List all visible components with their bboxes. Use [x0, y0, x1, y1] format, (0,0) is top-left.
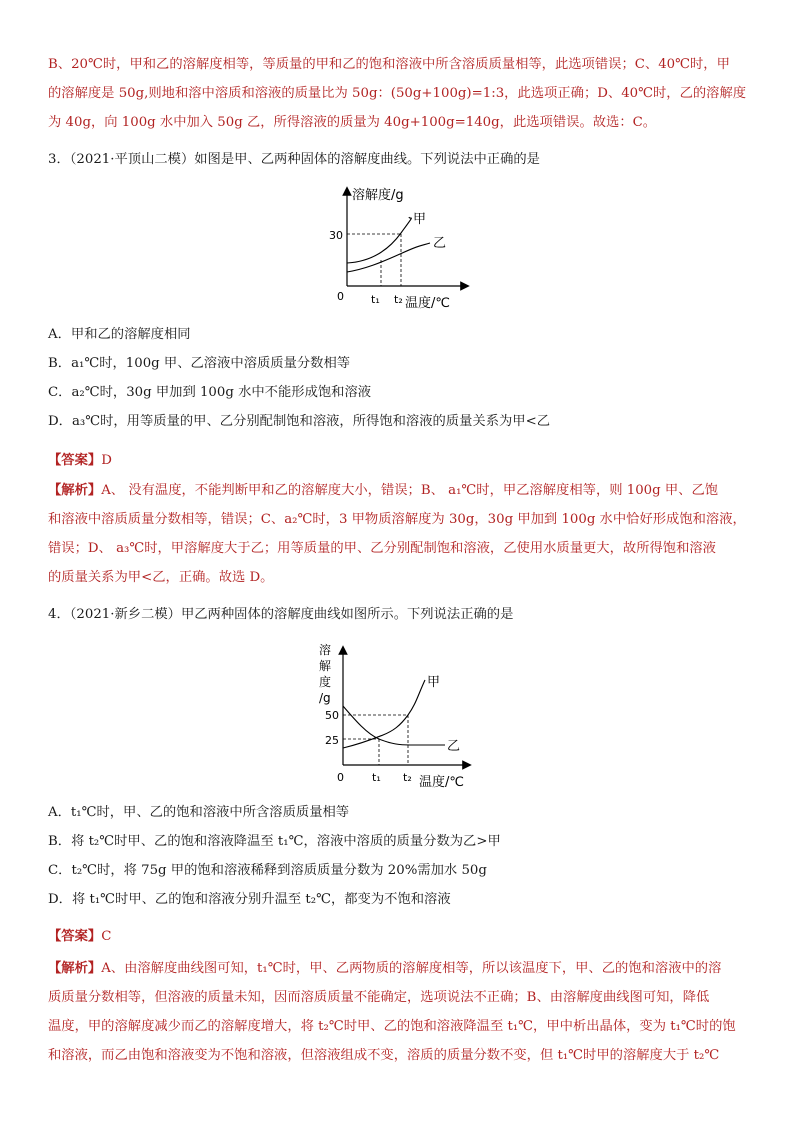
- answer-tag: 【答案】: [48, 929, 102, 944]
- option-d: D．将 t₁℃时甲、乙的饱和溶液分别升温至 t₂℃，都变为不饱和溶液: [48, 892, 451, 907]
- y-axis-label: 溶解度/g: [352, 188, 404, 203]
- question-3-analysis: [48, 476, 748, 592]
- answer-value: C: [101, 929, 112, 944]
- curve-jia: [343, 680, 425, 748]
- series-yi-label: 乙: [433, 236, 447, 251]
- q3-solubility-graph: [325, 183, 475, 313]
- text-line: 的质量关系为甲<乙，正确。故选 D。: [48, 570, 274, 585]
- analysis-tag: 【解析】: [48, 483, 102, 498]
- y-tick-25: 25: [325, 734, 339, 747]
- text-line: 【解析】A、 没有温度，不能判断甲和乙的溶解度大小，错误；B、 a₁℃时，甲乙溶解度相等，则 100g 甲、乙饱: [48, 483, 719, 498]
- series-jia-label: 甲: [427, 675, 441, 690]
- question-3-stem: 3．（2021·平顶山二模）如图是甲、乙两种固体的溶解度曲线。下列说法中正确的是: [48, 152, 540, 167]
- text-line: B、20℃时，甲和乙的溶解度相等，等质量的甲和乙的饱和溶液中所含溶质质量相等，此选项错误；C、40℃时，甲: [48, 57, 730, 72]
- question-4-answer: [48, 922, 748, 951]
- answer-tag: 【答案】: [48, 453, 102, 468]
- x-tick-t2: t₂: [394, 293, 403, 306]
- text-line: 【解析】A、由溶解度曲线图可知，t₁℃时，甲、乙两物质的溶解度相等，所以该温度下，甲、乙的饱和溶液中的溶: [48, 961, 722, 976]
- text-line: 质质量分数相等，但溶液的质量未知，因而溶质质量不能确定，选项说法不正确；B、由溶解度曲线图可知，降低: [48, 990, 710, 1005]
- series-yi-label: 乙: [447, 739, 461, 754]
- option-b: B．将 t₂℃时甲、乙的饱和溶液降温至 t₁℃，溶液中溶质的质量分数为乙>甲: [48, 834, 501, 849]
- y-tick-30: 30: [329, 229, 343, 242]
- origin-label: 0: [337, 771, 344, 784]
- x-tick-t2: t₂: [403, 771, 412, 784]
- question-4-analysis: [48, 954, 748, 1070]
- text-line: 和溶液，而乙由饱和溶液变为不饱和溶液，但溶液组成不变，溶质的质量分数不变，但 t₁℃时甲的溶解度大于 t₂℃: [48, 1048, 720, 1063]
- series-jia-label: 甲: [413, 212, 427, 227]
- option-a: A．甲和乙的溶解度相同: [48, 327, 191, 342]
- text-line: 和溶液中溶质质量分数相等，错误；C、a₂℃时，3 甲物质溶解度为 30g，30g 甲加到 100g 水中恰好形成饱和溶液，: [48, 512, 746, 527]
- text-line: 的溶解度是 50g,则地和溶中溶质和溶液的质量比为 50g：(50g+100g)=1:3，此选项正确；D、40℃时，乙的溶解度: [48, 86, 747, 101]
- option-c: C．t₂℃时，将 75g 甲的饱和溶液稀释到溶质质量分数为 20%需加水 50g: [48, 863, 487, 878]
- x-axis-label: 温度/℃: [405, 296, 450, 311]
- text-line: 温度，甲的溶解度减少而乙的溶解度增大，将 t₂℃时甲、乙的饱和溶液降温至 t₁℃，甲中析出晶体，变为 t₁℃时的饱: [48, 1019, 736, 1034]
- x-axis-label: 温度/℃: [419, 775, 464, 790]
- option-b: B．a₁℃时，100g 甲、乙溶液中溶质质量分数相等: [48, 356, 351, 371]
- y-label-1: 溶: [319, 643, 332, 657]
- y-tick-50: 50: [325, 709, 339, 722]
- x-tick-t1: t₁: [372, 771, 381, 784]
- q4-solubility-graph: [315, 640, 475, 790]
- option-d: D．a₃℃时，用等质量的甲、乙分别配制饱和溶液，所得饱和溶液的质量关系为甲<乙: [48, 414, 551, 429]
- option-a: A．t₁℃时，甲、乙的饱和溶液中所含溶质质量相等: [48, 805, 350, 820]
- question-4-options: [48, 798, 748, 914]
- analysis-tag: 【解析】: [48, 961, 102, 976]
- curve-jia: [347, 217, 411, 263]
- y-label-4: /g: [319, 691, 331, 705]
- answer-value: D: [101, 453, 112, 468]
- y-label-2: 解: [319, 659, 332, 673]
- previous-analysis: [48, 50, 748, 137]
- text-line: 为 40g，向 100g 水中加入 50g 乙，所得溶液的质量为 40g+100g=140g，此选项错误。故选：C。: [48, 115, 657, 130]
- question-3-options: [48, 320, 748, 436]
- question-4-stem: 4．（2021·新乡二模）甲乙两种固体的溶解度曲线如图所示。下列说法正确的是: [48, 607, 514, 622]
- text-line: 错误；D、 a₃℃时，甲溶解度大于乙；用等质量的甲、乙分别配制饱和溶液，乙使用水质量更大，故所得饱和溶液: [48, 541, 716, 556]
- x-tick-t1: t₁: [371, 293, 380, 306]
- question-3-answer: [48, 446, 748, 475]
- y-label-3: 度: [319, 675, 332, 689]
- origin-label: 0: [337, 290, 344, 303]
- option-c: C．a₂℃时，30g 甲加到 100g 水中不能形成饱和溶液: [48, 385, 372, 400]
